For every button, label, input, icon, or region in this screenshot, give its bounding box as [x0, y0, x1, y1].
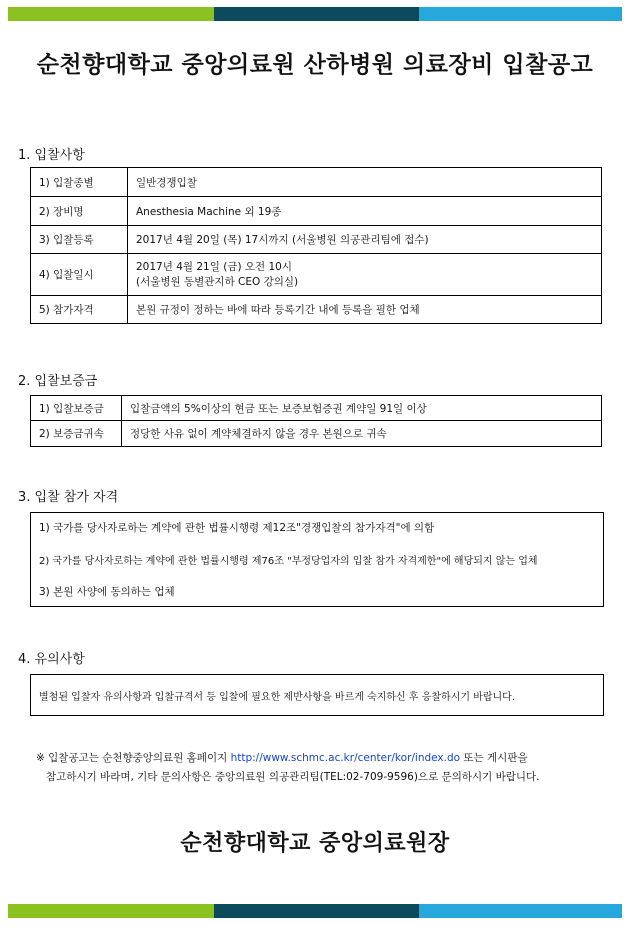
list-item: 2) 국가를 당사자로하는 계약에 관한 법률시행령 제76조 "부정당업자의 입찰 참가 자격제한"에 해당되지 않는 업체 [39, 556, 538, 567]
row-label: 5) 참가자격 [31, 296, 128, 324]
list-item: 1) 국가를 당사자로하는 계약에 관한 법률시행령 제12조"경쟁입찰의 참가자격"에 의함 [39, 522, 435, 534]
section-heading-bid-items: 1. 입찰사항 [18, 148, 85, 163]
section-heading-bid-deposit: 2. 입찰보증금 [18, 374, 98, 389]
bid-items-table [30, 167, 602, 324]
bar-segment-green [8, 7, 214, 21]
eligibility-box [30, 512, 604, 607]
row-value: 일반경쟁입찰 [128, 168, 602, 197]
bid-deposit-table [30, 395, 602, 447]
table-row [31, 396, 602, 421]
top-color-bar [8, 7, 622, 21]
bar-segment-blue [419, 7, 622, 21]
note-prefix: ※ 입찰공고는 순천향중앙의료원 홈페이지 [36, 752, 231, 764]
table-row [31, 226, 602, 254]
row-value: 입찰금액의 5%이상의 현금 또는 보증보험증권 계약일 91일 이상 [122, 396, 602, 421]
table-row [31, 168, 602, 197]
row-label: 1) 입찰보증금 [31, 396, 122, 421]
table-row [31, 197, 602, 226]
row-label: 2) 보증금귀속 [31, 421, 122, 447]
notes-box [30, 674, 604, 716]
row-value: Anesthesia Machine 외 19종 [128, 197, 602, 226]
row-value: 정당한 사유 없이 계약체결하지 않을 경우 본원으로 귀속 [122, 421, 602, 447]
homepage-link[interactable]: http://www.schmc.ac.kr/center/kor/index.do [230, 752, 461, 764]
row-value: 본원 규정이 정하는 바에 따라 등록기간 내에 등록을 필한 업체 [128, 296, 602, 324]
section-heading-notes: 4. 유의사항 [18, 652, 85, 667]
issuer-signature: 순천향대학교 중앙의료원장 [180, 831, 450, 856]
row-label: 2) 장비명 [31, 197, 128, 226]
bar-segment-navy [214, 904, 419, 918]
row-label: 1) 입찰종별 [31, 168, 128, 197]
row-value-line2: (서울병원 동별관지하 CEO 강의실) [136, 275, 299, 288]
notes-text: 별첨된 입찰자 유의사항과 입찰규격서 등 입찰에 필요한 제반사항을 바르게 숙지하신 후 응찰하시기 바랍니다. [39, 692, 516, 703]
section-heading-eligibility: 3. 입찰 참가 자격 [18, 490, 119, 505]
contact-note-line1 [36, 749, 528, 768]
page-title: 순천향대학교 중앙의료원 산하병원 의료장비 입찰공고 [36, 52, 594, 78]
row-value: 2017년 4월 20일 (목) 17시까지 (서울병원 의공관리팀에 접수) [128, 226, 602, 254]
bar-segment-navy [214, 7, 419, 21]
row-label: 4) 입찰일시 [31, 254, 128, 296]
table-row [31, 296, 602, 324]
bar-segment-green [8, 904, 214, 918]
contact-note-line2: 참고하시기 바라며, 기타 문의사항은 중앙의료원 의공관리팀(TEL:02-709-9596)으로 문의하시기 바랍니다. [46, 771, 540, 783]
row-value-line1: 2017년 4월 21일 (금) 오전 10시 [136, 260, 293, 273]
table-row [31, 421, 602, 447]
table-row [31, 254, 602, 296]
bottom-color-bar [8, 904, 622, 918]
row-value [128, 254, 602, 296]
bar-segment-blue [419, 904, 622, 918]
list-item: 3) 본원 사양에 동의하는 업체 [39, 586, 175, 598]
note-suffix: 또는 게시판을 [460, 752, 528, 764]
row-label: 3) 입찰등록 [31, 226, 128, 254]
